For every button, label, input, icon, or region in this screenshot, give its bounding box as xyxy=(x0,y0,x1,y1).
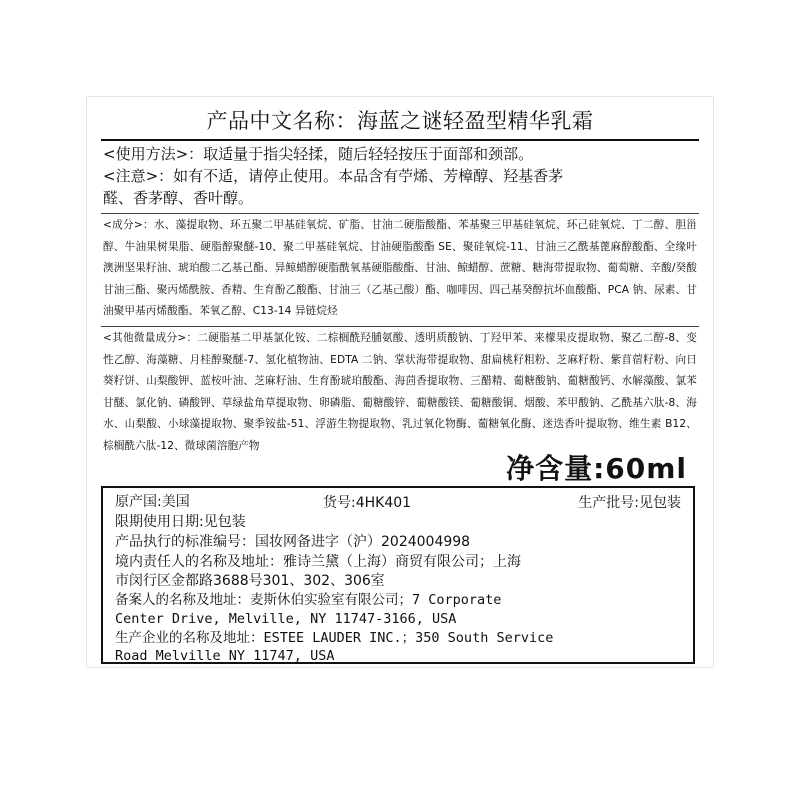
expiry-date: 限期使用日期:见包装 xyxy=(115,514,246,530)
trace-text: <其他微量成分>：二硬脂基二甲基氯化铵、二棕榈酰羟脯氨酸、透明质酸钠、丁羟甲苯、来檬果皮提取物、聚乙二醇-8、变性乙醇、海藻糖、月桂醇聚醚-7、氢化植物油、EDTA 二钠、掌状海带提取物、甜扁桃籽粗粉、芝麻籽粉、紫苜蓿籽粉、向日葵籽饼、山梨酸钾、蓝桉叶油、芝麻籽油、生育酚琥珀酸酯、海茴香提取物、三醋精、葡糖酸钠、葡糖酸钙、水解藻酸、氯苯甘醚、氯化钠、磷酸钾、草绿盐角草提取物、卵磷脂、葡糖酸锌、葡糖酸镁、葡糖酸铜、烟酸、苯甲酸钠、乙酰基六肽-8、海水、山梨酸、小球藻提取物、聚季铵盐-51、浮游生物提取物、乳过氧化物酶、葡糖氧化酶、迷迭香叶提取物、维生素 B12、棕榈酰六肽-12、微球菌溶胞产物 xyxy=(103,332,697,452)
title-divider xyxy=(101,139,699,141)
product-title: 产品中文名称：海蓝之谜轻盈型精华乳霜 xyxy=(206,109,594,133)
product-label xyxy=(86,96,714,668)
net-content: 净含量:60ml xyxy=(506,452,687,485)
responsible-party-line-2: 市闵行区金都路3688号301、302、306室 xyxy=(115,573,385,589)
filer-line-2: Center Drive, Melville, NY 11747-3166, USA xyxy=(115,611,457,627)
ingredients-text: <成分>：水、藻提取物、环五聚二甲基硅氧烷、矿脂、甘油二硬脂酸酯、苯基聚三甲基硅氧烷、环己硅氧烷、丁二醇、胆甾醇、牛油果树果脂、硬脂醇聚醚-10、聚二甲基硅氧烷、甘油硬脂酸酯 SE、聚硅氧烷-11、甘油三乙酰基蓖麻醇酸酯、全缘叶澳洲坚果籽油、琥珀酸二乙基己酯、异鲸蜡醇硬脂酰氧基硬脂酸酯、甘油、鲸蜡醇、蔗糖、糖海带提取物、葡萄糖、辛酸/癸酸甘油三酯、聚丙烯酰胺、香精、生育酚乙酸酯、甘油三（乙基己酸）酯、咖啡因、四己基癸醇抗坏血酸酯、PCA 钠、尿素、甘油聚甲基丙烯酸酯、苯氧乙醇、C13-14 异链烷烃 xyxy=(103,219,697,317)
caution-text-1: <注意>：如有不适，请停止使用。本品含有苧烯、芳樟醇、羟基香茅 xyxy=(103,167,564,185)
usage-section xyxy=(103,143,699,209)
standard-number: 产品执行的标准编号：国妆网备进字（沪）2024004998 xyxy=(115,534,471,550)
batch-number: 生产批号:见包装 xyxy=(578,495,681,511)
manufacturer-line-1: 生产企业的名称及地址：ESTEE LAUDER INC.；350 South Service xyxy=(115,630,554,646)
filer-line-1: 备案人的名称及地址：麦斯休伯实验室有限公司；7 Corporate xyxy=(115,592,502,608)
manufacturer-line-2: Road Melville NY 11747, USA xyxy=(115,648,335,664)
responsible-party-line-1: 境内责任人的名称及地址：雅诗兰黛（上海）商贸有限公司；上海 xyxy=(115,554,521,570)
usage-text: <使用方法>：取适量于指尖轻揉，随后轻轻按压于面部和颈部。 xyxy=(103,145,534,163)
origin-country: 原产国:美国 xyxy=(115,494,190,510)
caution-text-2: 醛、香茅醇、香叶醇。 xyxy=(103,189,254,207)
info-box xyxy=(101,486,695,664)
trace-section xyxy=(103,328,697,457)
usage-divider xyxy=(101,213,699,214)
ingredients-section xyxy=(103,215,697,323)
item-number: 货号:4HK401 xyxy=(323,495,412,511)
ingredients-divider xyxy=(101,326,699,327)
